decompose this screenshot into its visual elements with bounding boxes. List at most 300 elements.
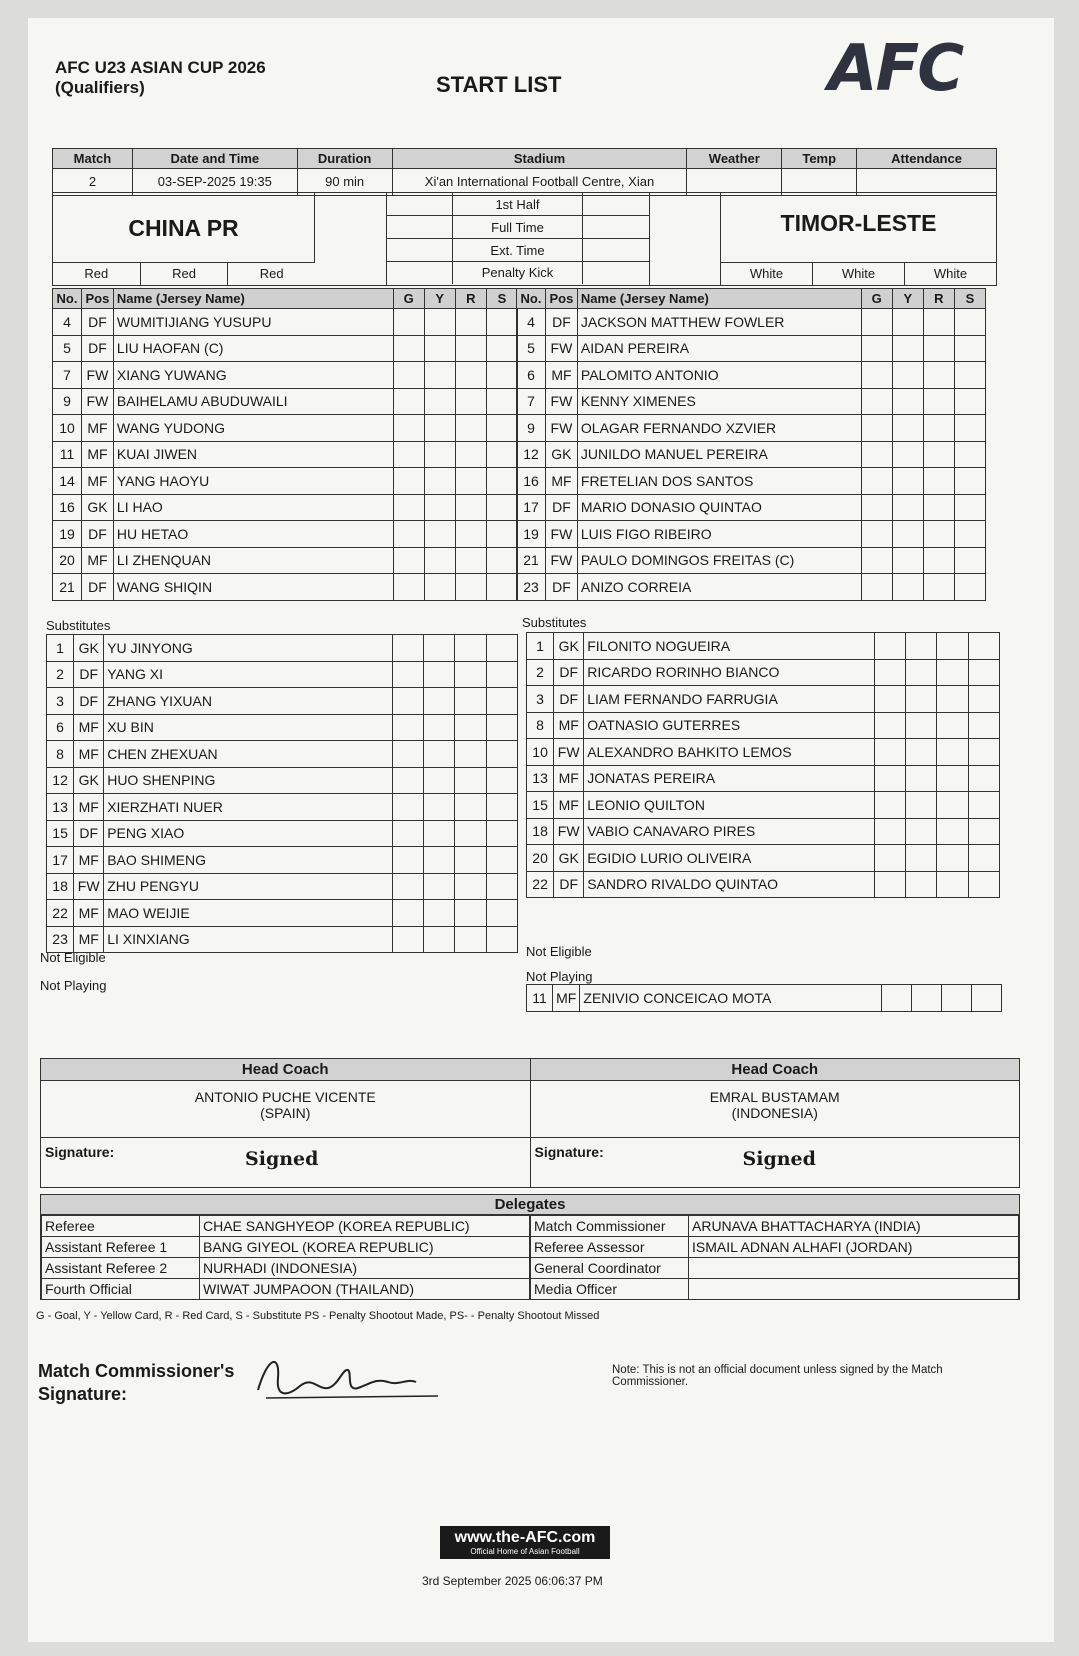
delegate-name: ARUNAVA BHATTACHARYA (INDIA) [689,1216,1019,1237]
player-no: 18 [47,873,74,900]
team-signature-block [40,1138,1020,1188]
player-name: MARIO DONASIO QUINTAO [577,494,861,521]
player-r-cell [923,574,954,601]
away-kit-shorts: White [813,263,905,285]
player-r-cell [455,521,486,548]
player-r-cell [455,767,486,794]
match-label: Match [53,149,133,169]
away-kit-shirt: White [721,263,813,285]
player-g-cell [861,309,892,336]
player-g-cell [874,818,905,845]
player-y-cell [423,635,454,662]
away-kit-colors [721,263,996,285]
player-r-cell [937,686,968,713]
player-no: 22 [47,900,74,927]
player-pos: GK [554,845,584,872]
player-name: JACKSON MATTHEW FOWLER [577,309,861,336]
delegate-role: Referee Assessor [531,1237,689,1258]
weather-label: Weather [687,149,782,169]
player-name: HUO SHENPING [104,767,392,794]
player-r-cell [937,871,968,898]
player-row [517,494,986,521]
col-pos: Pos [81,289,113,309]
player-g-cell [392,820,423,847]
player-s-cell [486,661,517,688]
player-r-cell [455,415,486,442]
player-no: 23 [47,926,74,953]
commissioner-handwritten-signature [248,1348,438,1418]
player-name: ALEXANDRO BAHKITO LEMOS [584,739,874,766]
home-starters-table [52,288,518,601]
player-s-cell [486,873,517,900]
player-s-cell [486,688,517,715]
delegate-role: General Coordinator [531,1258,689,1279]
player-pos: MF [545,468,577,495]
player-pos: MF [553,985,580,1012]
player-y-cell [423,900,454,927]
player-pos: DF [81,521,113,548]
player-no: 6 [47,714,74,741]
player-row [47,820,518,847]
player-s-cell [968,686,999,713]
home-not-eligible-label: Not Eligible [40,950,106,965]
away-signed: Signed [742,1148,816,1170]
away-team-name: TIMOR-LESTE [780,210,937,236]
player-g-cell [861,574,892,601]
col-y: Y [892,289,923,309]
player-g-cell [393,494,424,521]
player-s-cell [954,574,985,601]
player-r-cell [937,845,968,872]
player-y-cell [424,415,455,442]
player-name: LIAM FERNANDO FARRUGIA [584,686,874,713]
player-s-cell [486,574,517,601]
player-g-cell [874,871,905,898]
player-no: 3 [527,686,554,713]
player-s-cell [486,926,517,953]
player-row [47,847,518,874]
player-y-cell [423,820,454,847]
delegate-row [531,1216,1019,1237]
player-no: 16 [53,494,82,521]
stadium-label: Stadium [392,149,687,169]
player-name: LI ZHENQUAN [113,547,393,574]
col-r: R [455,289,486,309]
player-y-cell [892,388,923,415]
player-y-cell [892,494,923,521]
home-coach [41,1059,531,1137]
home-kit-colors [53,263,315,285]
player-g-cell [392,767,423,794]
player-no: 17 [517,494,546,521]
player-pos: MF [74,847,104,874]
player-y-cell [892,441,923,468]
player-g-cell [392,741,423,768]
player-g-cell [393,441,424,468]
player-g-cell [392,661,423,688]
player-row [527,845,1000,872]
player-r-cell [455,714,486,741]
period-label: Ext. Time [453,239,583,261]
away-not-playing-label: Not Playing [526,969,593,984]
date-label: Date and Time [132,149,297,169]
player-s-cell [486,794,517,821]
player-name: XIERZHATI NUER [104,794,392,821]
match-info-table [52,148,997,196]
player-g-cell [393,335,424,362]
footer-url-badge [440,1526,610,1559]
delegate-role: Assistant Referee 1 [42,1237,200,1258]
delegate-row [42,1279,530,1300]
player-g-cell [393,468,424,495]
player-no: 10 [527,739,554,766]
player-g-cell [393,547,424,574]
player-s-cell [486,494,517,521]
col-r: R [923,289,954,309]
player-r-cell [455,441,486,468]
player-g-cell [874,686,905,713]
player-g-cell [392,714,423,741]
player-r-cell [455,635,486,662]
delegate-role: Match Commissioner [531,1216,689,1237]
player-name: YU JINYONG [104,635,392,662]
player-s-cell [971,985,1001,1012]
player-y-cell [423,661,454,688]
col-no: No. [53,289,82,309]
player-name: PALOMITO ANTONIO [577,362,861,389]
home-team-name: CHINA PR [128,215,239,241]
player-s-cell [486,741,517,768]
player-s-cell [968,765,999,792]
player-no: 21 [517,547,546,574]
away-kit-socks: White [933,266,968,281]
player-pos: FW [81,388,113,415]
player-name: JONATAS PEREIRA [584,765,874,792]
player-s-cell [486,767,517,794]
player-row [47,794,518,821]
player-g-cell [861,388,892,415]
player-s-cell [486,468,517,495]
player-s-cell [954,309,985,336]
player-s-cell [954,494,985,521]
away-coach-label: Head Coach [531,1059,1020,1081]
player-g-cell [861,521,892,548]
delegates-label: Delegates [41,1195,1019,1215]
player-row [527,765,1000,792]
player-y-cell [423,688,454,715]
print-timestamp: 3rd September 2025 06:06:37 PM [422,1574,603,1588]
player-s-cell [486,714,517,741]
player-g-cell [874,659,905,686]
player-g-cell [392,847,423,874]
player-y-cell [424,494,455,521]
player-s-cell [968,845,999,872]
delegate-row [531,1258,1019,1279]
home-coach-label: Head Coach [41,1059,530,1081]
away-coach-name: EMRAL BUSTAMAM [709,1089,840,1105]
player-y-cell [424,441,455,468]
player-r-cell [923,468,954,495]
home-score-box [315,193,387,285]
player-pos: DF [545,574,577,601]
player-g-cell [874,792,905,819]
player-no: 13 [527,765,554,792]
player-row [53,494,518,521]
player-row [53,309,518,336]
player-no: 6 [517,362,546,389]
player-name: KENNY XIMENES [577,388,861,415]
player-pos: MF [81,415,113,442]
player-no: 13 [47,794,74,821]
afc-logo: AFC [828,32,963,106]
player-s-cell [486,388,517,415]
footer-tagline: Official Home of Asian Football [470,1547,580,1556]
player-s-cell [486,900,517,927]
player-pos: MF [81,441,113,468]
player-pos: MF [74,900,104,927]
match-stadium: Xi'an International Football Centre, Xian [392,169,687,196]
player-s-cell [486,415,517,442]
period-label: Penalty Kick [453,262,583,284]
away-team-box [721,193,996,263]
player-s-cell [954,415,985,442]
away-starters-table [516,288,986,601]
player-name: BAO SHIMENG [104,847,392,874]
player-pos: DF [554,686,584,713]
player-name: VABIO CANAVARO PIRES [584,818,874,845]
player-row [47,714,518,741]
period-label: Full Time [453,216,583,238]
player-row [47,688,518,715]
match-datetime: 03-SEP-2025 19:35 [132,169,297,196]
home-signature [41,1138,531,1187]
player-no: 9 [517,415,546,442]
player-row [47,926,518,953]
player-g-cell [393,388,424,415]
player-y-cell [905,739,936,766]
player-r-cell [455,926,486,953]
player-pos: FW [545,521,577,548]
player-g-cell [861,494,892,521]
player-no: 18 [527,818,554,845]
player-s-cell [486,547,517,574]
player-pos: MF [545,362,577,389]
player-pos: FW [81,362,113,389]
player-r-cell [923,441,954,468]
player-s-cell [954,468,985,495]
player-name: MAO WEIJIE [104,900,392,927]
competition-title [55,58,266,98]
player-y-cell [892,574,923,601]
score-periods [387,193,649,285]
player-name: SANDRO RIVALDO QUINTAO [584,871,874,898]
player-s-cell [968,712,999,739]
player-y-cell [905,792,936,819]
player-pos: DF [74,820,104,847]
player-s-cell [486,635,517,662]
player-no: 8 [47,741,74,768]
player-y-cell [424,388,455,415]
player-y-cell [892,415,923,442]
player-y-cell [424,309,455,336]
player-row [53,415,518,442]
player-y-cell [905,765,936,792]
player-g-cell [393,521,424,548]
player-s-cell [486,847,517,874]
delegates-left-table [41,1215,530,1300]
player-no: 8 [527,712,554,739]
commissioner-signature-label [38,1360,234,1406]
away-score-box [649,193,721,285]
player-no: 21 [53,574,82,601]
home-not-playing-label: Not Playing [40,978,107,993]
footer-url: www.the-AFC.com [454,1529,596,1546]
player-y-cell [892,362,923,389]
legend-text: G - Goal, Y - Yellow Card, R - Red Card, S - Substitute PS - Penalty Shootout Made, PS- - Penalty Shootout Missed [36,1310,600,1322]
competition-stage: (Qualifiers) [55,78,145,97]
player-y-cell [424,521,455,548]
player-no: 15 [47,820,74,847]
player-no: 19 [517,521,546,548]
player-r-cell [923,494,954,521]
player-row [47,900,518,927]
player-row [47,767,518,794]
player-r-cell [923,335,954,362]
player-g-cell [874,765,905,792]
player-g-cell [392,635,423,662]
player-name: ZENIVIO CONCEICAO MOTA [580,985,881,1012]
player-g-cell [874,712,905,739]
player-r-cell [455,847,486,874]
player-y-cell [424,362,455,389]
player-s-cell [954,521,985,548]
document-title: START LIST [436,72,562,97]
player-pos: MF [81,468,113,495]
away-signature [531,1138,1020,1187]
player-s-cell [954,441,985,468]
player-pos: DF [554,871,584,898]
away-not-eligible-label: Not Eligible [526,944,592,959]
player-pos: FW [74,873,104,900]
player-pos: FW [545,547,577,574]
player-no: 20 [53,547,82,574]
player-r-cell [923,388,954,415]
player-g-cell [393,309,424,336]
player-s-cell [954,362,985,389]
player-name: FILONITO NOGUEIRA [584,633,874,660]
player-y-cell [892,521,923,548]
delegate-row [531,1279,1019,1300]
home-coach-country: (SPAIN) [260,1105,311,1121]
player-g-cell [861,547,892,574]
delegates-block [40,1194,1020,1300]
player-y-cell [905,633,936,660]
player-pos: MF [74,714,104,741]
player-s-cell [486,335,517,362]
col-pos: Pos [545,289,577,309]
player-pos: DF [74,661,104,688]
player-pos: GK [545,441,577,468]
delegate-row [531,1237,1019,1258]
player-g-cell [392,688,423,715]
player-pos: MF [74,926,104,953]
player-row [527,792,1000,819]
player-name: EGIDIO LURIO OLIVEIRA [584,845,874,872]
player-name: YANG HAOYU [113,468,393,495]
player-row [527,818,1000,845]
player-pos: FW [554,818,584,845]
player-no: 7 [517,388,546,415]
player-pos: DF [545,494,577,521]
player-r-cell [923,309,954,336]
score-row-penalty [387,262,649,284]
player-g-cell [861,362,892,389]
col-g: G [861,289,892,309]
player-row [517,415,986,442]
player-name: ZHU PENGYU [104,873,392,900]
player-y-cell [911,985,941,1012]
duration-label: Duration [297,149,392,169]
player-name: ZHANG YIXUAN [104,688,392,715]
period-label: 1st Half [453,193,583,215]
player-r-cell [937,712,968,739]
player-no: 11 [53,441,82,468]
player-no: 11 [527,985,553,1012]
col-name: Name (Jersey Name) [577,289,861,309]
delegates-right-table [530,1215,1019,1300]
player-pos: GK [74,767,104,794]
player-pos: FW [554,739,584,766]
player-r-cell [455,547,486,574]
player-r-cell [455,900,486,927]
player-row [517,547,986,574]
player-s-cell [486,441,517,468]
player-r-cell [455,873,486,900]
score-row-1st-half [387,193,649,216]
player-no: 23 [517,574,546,601]
player-g-cell [392,900,423,927]
player-g-cell [392,873,423,900]
player-no: 1 [527,633,554,660]
home-team-box [53,193,315,263]
home-kit-socks: Red [259,266,284,281]
delegate-row [42,1237,530,1258]
player-name: CHEN ZHEXUAN [104,741,392,768]
player-r-cell [923,362,954,389]
player-pos: GK [81,494,113,521]
player-pos: MF [554,765,584,792]
player-name: AIDAN PEREIRA [577,335,861,362]
score-block [52,192,997,286]
player-s-cell [954,335,985,362]
player-y-cell [423,767,454,794]
player-no: 5 [53,335,82,362]
player-r-cell [455,741,486,768]
player-row [527,686,1000,713]
player-r-cell [455,661,486,688]
player-g-cell [392,794,423,821]
player-y-cell [423,926,454,953]
player-row [527,985,1002,1012]
player-no: 5 [517,335,546,362]
player-no: 14 [53,468,82,495]
player-s-cell [968,818,999,845]
commissioner-signature-line1: Match Commissioner's [38,1361,235,1381]
player-y-cell [905,845,936,872]
player-pos: MF [74,741,104,768]
player-name: LIU HAOFAN (C) [113,335,393,362]
match-duration: 90 min [297,169,392,196]
